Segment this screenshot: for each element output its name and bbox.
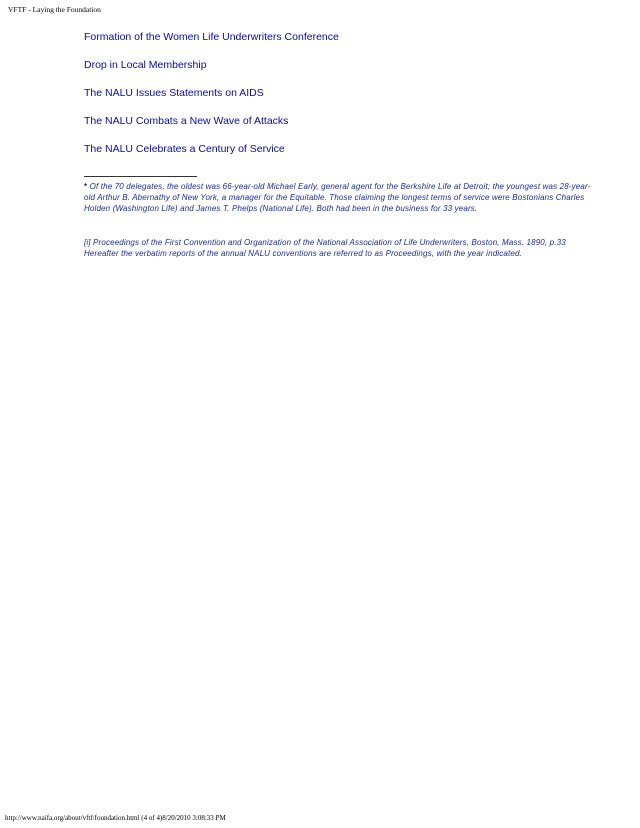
section-links — [84, 31, 339, 171]
footnote-delegates — [84, 181, 596, 214]
page-header-title: VFTF - Laying the Foundation — [8, 5, 101, 14]
footnote-divider — [84, 176, 197, 177]
link-nalu-century-of-service[interactable]: The NALU Celebrates a Century of Service — [84, 143, 285, 155]
footnote-star-marker: * — [84, 182, 88, 191]
link-women-life-underwriters-conference[interactable]: Formation of the Women Life Underwriters Conference — [84, 31, 339, 43]
footnote-delegates-text: Of the 70 delegates, the oldest was 66-year-old Michael Early, general agent for the Berkshire Life at Detroit; the youngest was 28-year-old Arthur B. Abernathy of New York, a manager for the Equitable. Those claiming the longest terms of service were Bostonians Charles Holden (Washington Life) and James T. Phelps (National Life). Both had been in the business for 33 years. — [84, 182, 591, 213]
footnote-proceedings: [i] Proceedings of the First Convention and Organization of the National Association of Life Underwriters, Boston, Mass. 1890, p.33 Hereafter the verbatim reports of the annual NALU conventions are referred to as Proceedings, with the year indicated. — [84, 238, 566, 258]
link-drop-in-local-membership[interactable]: Drop in Local Membership — [84, 59, 207, 71]
page-footer-url: http://www.naifa.org/about/vftf/foundation.html (4 of 4)8/20/2010 3:08:33 PM — [5, 814, 226, 822]
link-nalu-statements-on-aids[interactable]: The NALU Issues Statements on AIDS — [84, 87, 264, 99]
link-nalu-combats-attacks[interactable]: The NALU Combats a New Wave of Attacks — [84, 115, 289, 127]
